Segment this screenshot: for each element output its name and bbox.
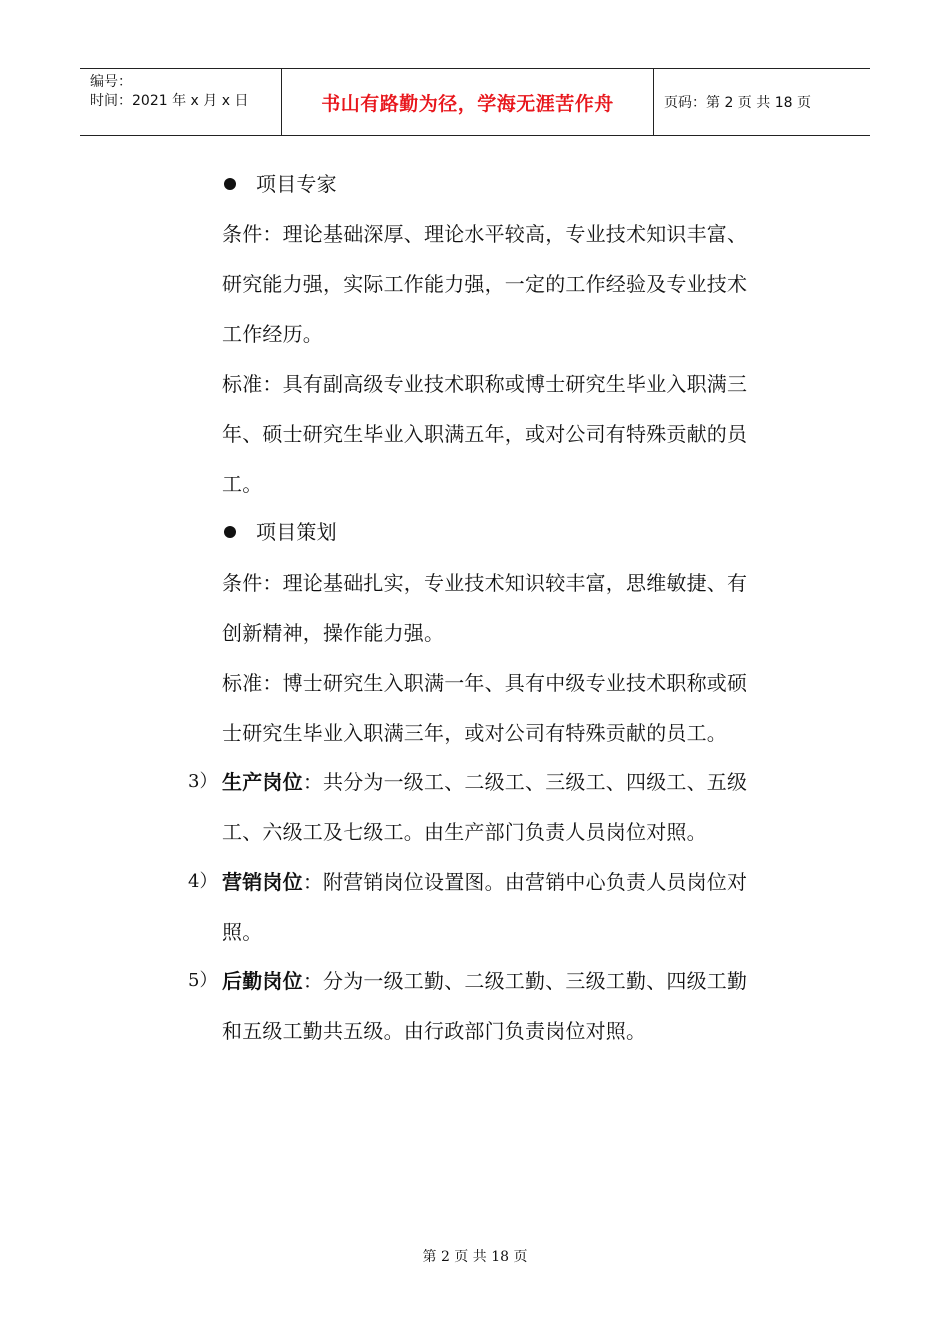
paragraph-line: 和五级工勤共五级。由行政部门负责岗位对照。 [222, 1019, 647, 1043]
paragraph-line: 工作经历。 [222, 322, 323, 346]
item-label: 营销岗位 [222, 870, 303, 894]
paragraph-line: 创新精神，操作能力强。 [222, 621, 445, 645]
item-text: ：附营销岗位设置图。由营销中心负责人员岗位对 [302, 870, 748, 894]
paragraph-line: 标准：具有副高级专业技术职称或博士研究生毕业入职满三 [222, 372, 748, 396]
list-item [222, 968, 747, 994]
list-item [222, 869, 747, 895]
header-divider [653, 68, 654, 136]
item-label: 后勤岗位 [222, 969, 303, 993]
paragraph-line: 工、六级工及七级工。由生产部门负责人员岗位对照。 [222, 820, 707, 844]
paragraph-line: 标准：博士研究生入职满一年、具有中级专业技术职称或硕 [222, 671, 748, 695]
item-number: 3） [188, 771, 218, 792]
paragraph-line: 年、硕士研究生毕业入职满五年，或对公司有特殊贡献的员 [222, 422, 748, 446]
paragraph-line: 工。 [222, 472, 263, 496]
section-title-planner: 项目策划 [256, 520, 337, 544]
bullet-icon [224, 526, 236, 538]
paragraph-line: 条件：理论基础深厚、理论水平较高，专业技术知识丰富、 [222, 222, 748, 246]
item-number: 5） [188, 970, 218, 991]
bullet-icon [224, 178, 236, 190]
paragraph-line: 研究能力强，实际工作能力强，一定的工作经验及专业技术 [222, 272, 748, 296]
item-number: 4） [188, 871, 218, 892]
paragraph-line: 士研究生毕业入职满三年，或对公司有特殊贡献的员工。 [222, 721, 727, 745]
document-header [80, 68, 870, 136]
paragraph-line: 照。 [222, 920, 263, 944]
paragraph-line: 条件：理论基础扎实，专业技术知识较丰富，思维敏捷、有 [222, 571, 748, 595]
item-label: 生产岗位 [222, 770, 303, 794]
item-text: ：分为一级工勤、二级工勤、三级工勤、四级工勤 [302, 969, 748, 993]
header-page-info: 页码：第 2 页 共 18 页 [664, 95, 811, 111]
item-text: ：共分为一级工、二级工、三级工、四级工、五级 [302, 770, 748, 794]
code-label: 编号： [90, 74, 132, 90]
section-title-expert: 项目专家 [256, 172, 337, 196]
list-item [222, 769, 747, 795]
header-meta [90, 73, 248, 111]
date-label: 时间：2021 年 x 月 x 日 [90, 93, 249, 109]
page-footer: 第 2 页 共 18 页 [422, 1249, 528, 1265]
header-motto: 书山有路勤为径，学海无涯苦作舟 [321, 92, 614, 115]
